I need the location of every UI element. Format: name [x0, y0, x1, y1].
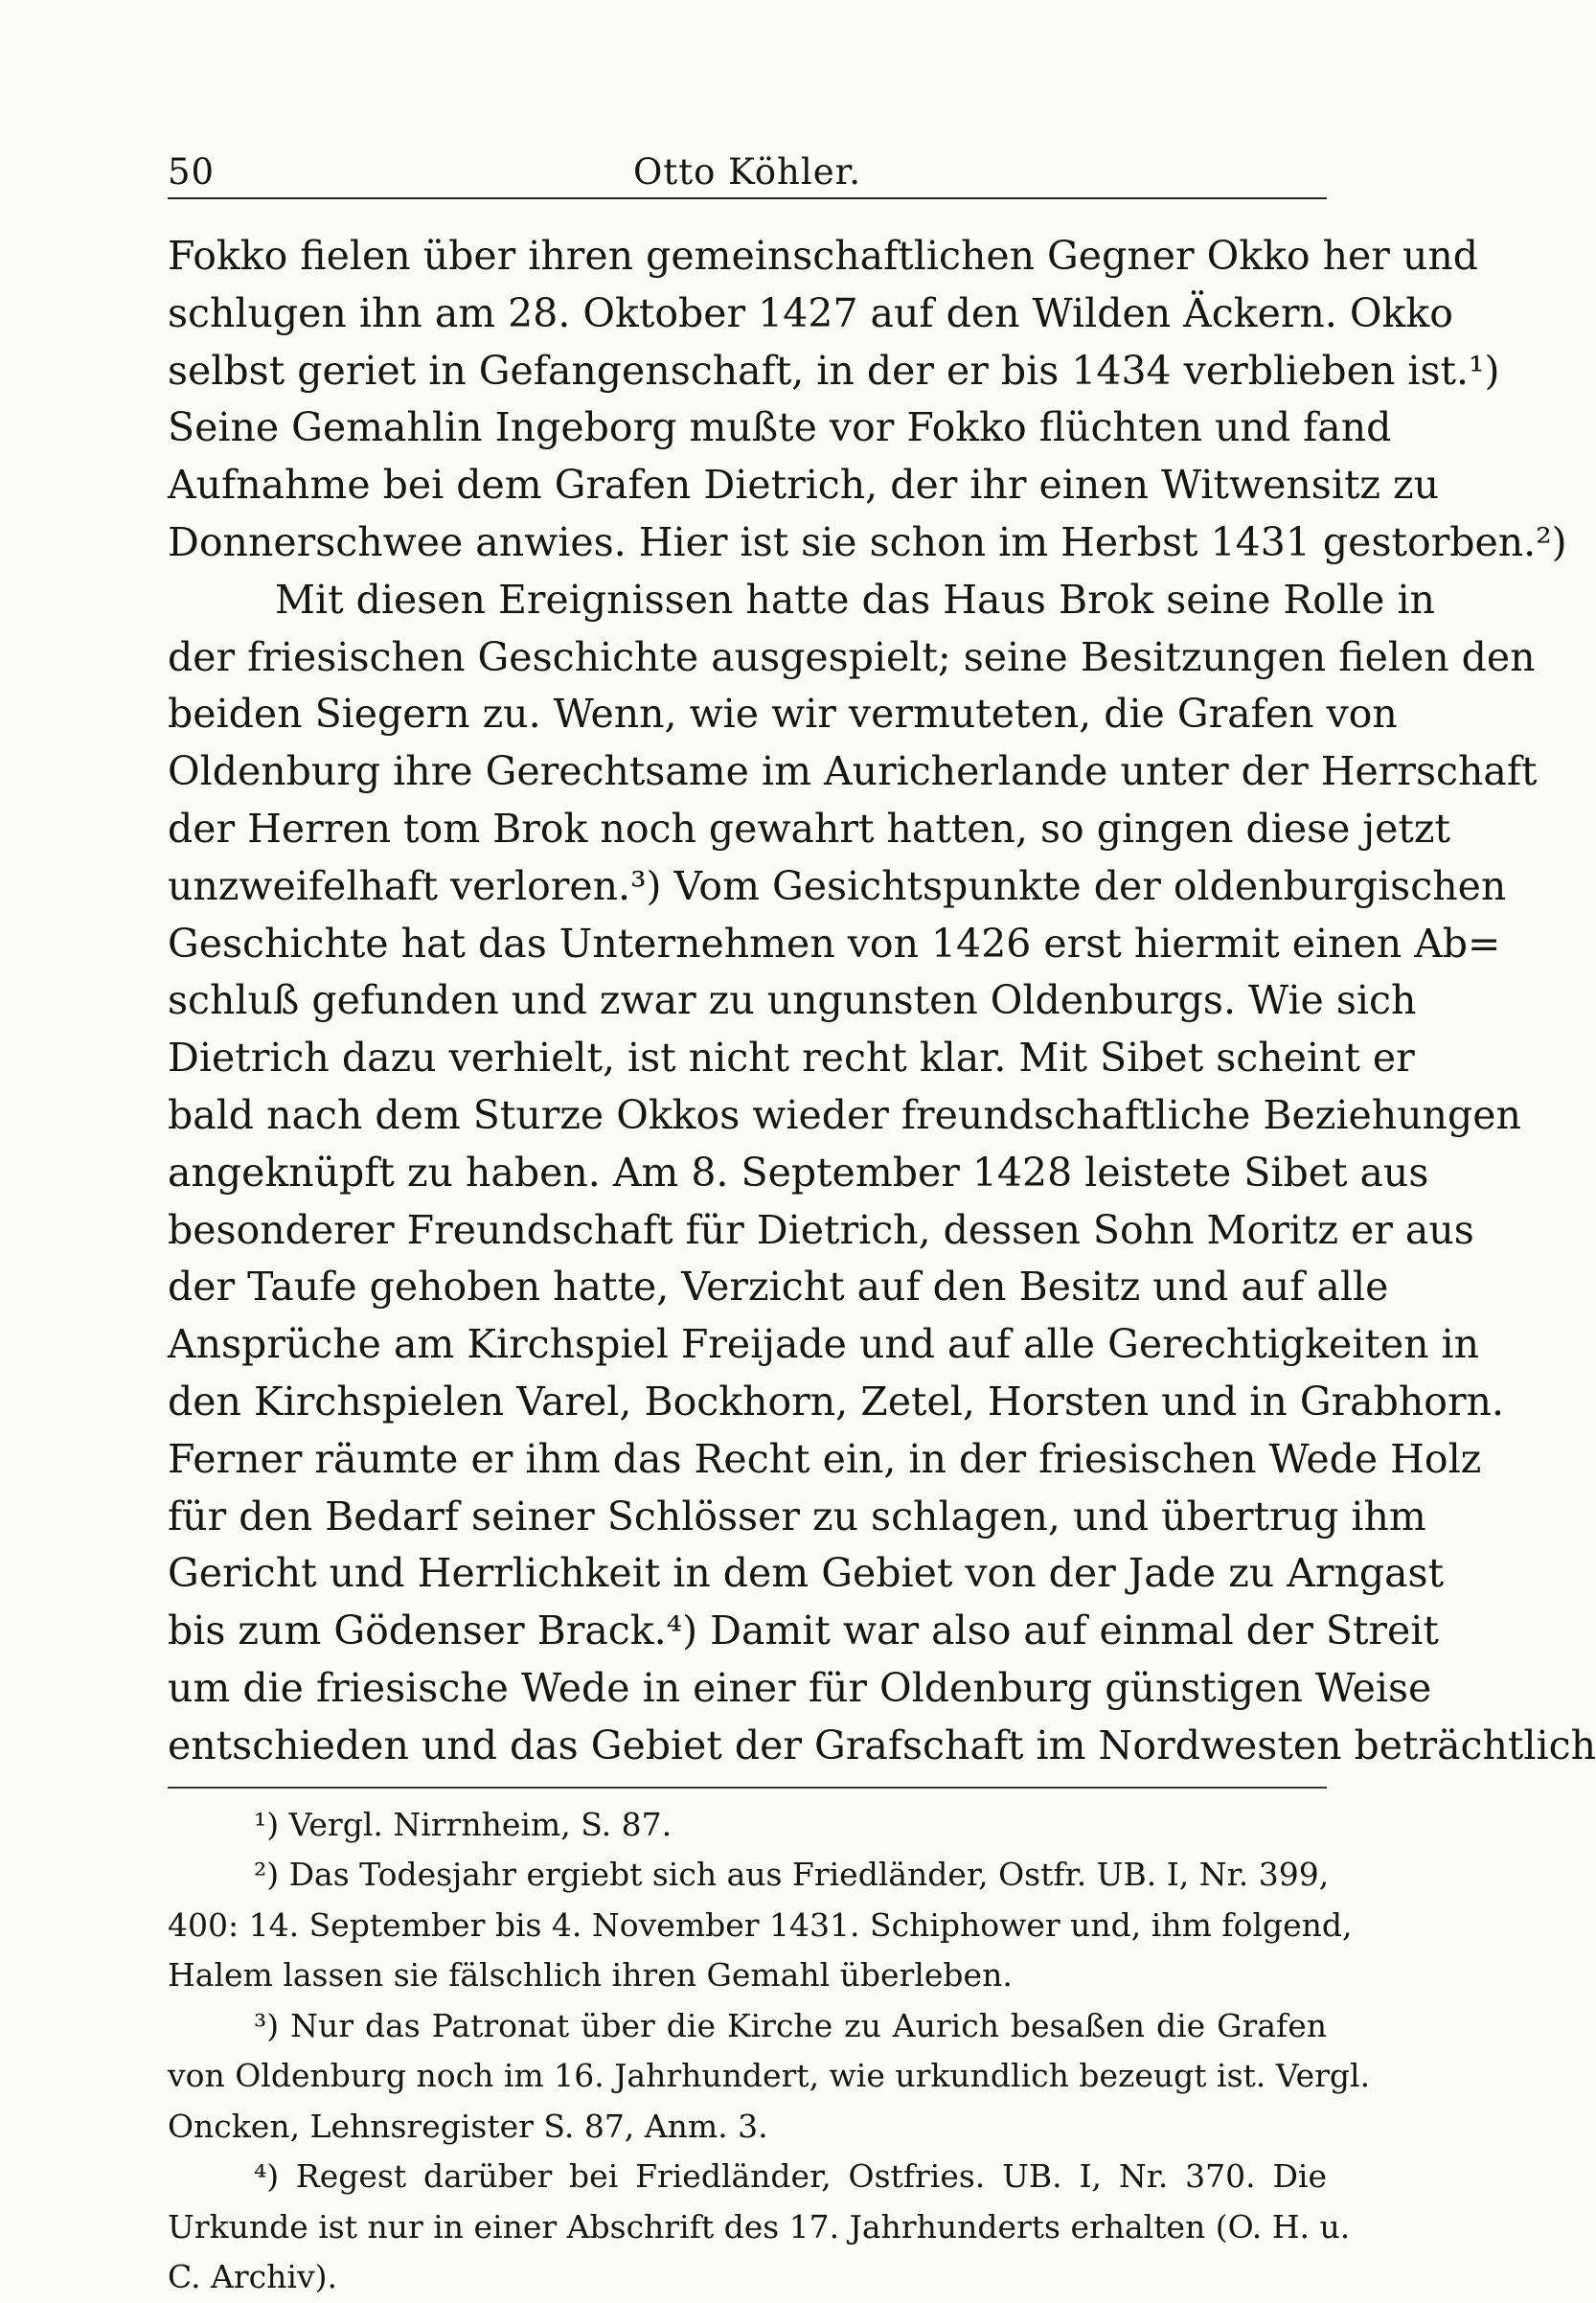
text-line: Ferner räumte er ihm das Recht ein, in der friesischen Wede Holz — [168, 1435, 1482, 1482]
running-head: Otto Köhler. — [633, 151, 861, 193]
text-line: Dietrich dazu verhielt, ist nicht recht klar. Mit Sibet scheint er — [168, 1035, 1415, 1082]
book-page — [168, 144, 1596, 2303]
text-line: der Herren tom Brok noch gewahrt hatten, so gingen diese jetzt — [168, 805, 1450, 852]
text-line: unzweifelhaft verloren.³) Vom Gesichtspunkte der oldenburgischen — [168, 862, 1507, 909]
footnote-divider — [168, 1787, 1327, 1789]
footnotes — [168, 1800, 1371, 2303]
text-line: um die friesische Wede in einer für Oldenburg günstigen Weise — [168, 1664, 1432, 1711]
text-line: selbst geriet in Gefangenschaft, in der er bis 1434 verblieben ist.¹) — [168, 347, 1500, 394]
footnote-line: ⁴) Regest darüber bei Friedländer, Ostfries. UB. I, Nr. 370. Die — [254, 2157, 1327, 2196]
body-text — [168, 228, 1596, 1775]
page-header — [168, 144, 1327, 199]
text-line: bald nach dem Sturze Okkos wieder freundschaftliche Beziehungen — [168, 1091, 1521, 1138]
text-line: Gericht und Herrlichkeit in dem Gebiet von der Jade zu Arngast — [168, 1550, 1445, 1597]
text-line: Geschichte hat das Unternehmen von 1426 erst hiermit einen Ab= — [168, 920, 1501, 967]
footnote-line: Halem lassen sie fälschlich ihren Gemahl überleben. — [168, 1956, 1013, 1995]
text-line: Fokko fielen über ihren gemeinschaftlichen Gegner Okko her und — [168, 233, 1478, 279]
footnote-line: Urkunde ist nur in einer Abschrift des 17. Jahrhunderts erhalten (O. H. u. — [168, 2207, 1351, 2246]
text-line: Seine Gemahlin Ingeborg mußte vor Fokko flüchten und fand — [168, 404, 1392, 451]
text-line: der Taufe gehoben hatte, Verzicht auf den Besitz und auf alle — [168, 1264, 1389, 1311]
text-line: Oldenburg ihre Gerechtsame im Auricherlande unter der Herrschaft — [168, 748, 1538, 795]
text-line: Aufnahme bei dem Grafen Dietrich, der ihr einen Witwensitz zu — [168, 462, 1440, 509]
text-line: für den Bedarf seiner Schlösser zu schlagen, und übertrug ihm — [168, 1493, 1426, 1539]
footnote-line: Oncken, Lehnsregister S. 87, Anm. 3. — [168, 2107, 768, 2145]
text-line: Mit diesen Ereignissen hatte das Haus Brok seine Rolle in — [275, 576, 1435, 623]
footnote-line: ³) Nur das Patronat über die Kirche zu Aurich besaßen die Grafen — [254, 2006, 1327, 2044]
text-line: Ansprüche am Kirchspiel Freijade und auf alle Gerechtigkeiten in — [168, 1321, 1480, 1368]
footnote-line: ²) Das Todesjahr ergiebt sich aus Friedländer, Ostfr. UB. I, Nr. 399, — [254, 1856, 1330, 1894]
text-line: bis zum Gödenser Brack.⁴) Damit war also auf einmal der Streit — [168, 1608, 1439, 1654]
page-number: 50 — [168, 151, 216, 193]
text-line: besonderer Freundschaft für Dietrich, dessen Sohn Moritz er aus — [168, 1206, 1474, 1253]
text-line: angeknüpft zu haben. Am 8. September 1428 leistete Sibet aus — [168, 1149, 1429, 1196]
text-line: schlugen ihn am 28. Oktober 1427 auf den Wilden Äckern. Okko — [168, 289, 1453, 336]
text-line: der friesischen Geschichte ausgespielt; seine Besitzungen fielen den — [168, 633, 1536, 680]
footnote-line: C. Archiv). — [168, 2258, 337, 2296]
text-line: Donnerschwee anwies. Hier ist sie schon im Herbst 1431 gestorben.²) — [168, 518, 1567, 565]
text-line: schluß gefunden und zwar zu ungunsten Oldenburgs. Wie sich — [168, 977, 1417, 1024]
text-line: entschieden und das Gebiet der Grafschaft im Nordwesten beträchtlich — [168, 1722, 1596, 1768]
footnote-line: 400: 14. September bis 4. November 1431. Schiphower und, ihm folgend, — [168, 1905, 1353, 1944]
text-line: beiden Siegern zu. Wenn, wie wir vermuteten, die Grafen von — [168, 691, 1398, 738]
text-line: den Kirchspielen Varel, Bockhorn, Zetel, Horsten und in Grabhorn. — [168, 1378, 1504, 1425]
footnote-line: von Oldenburg noch im 16. Jahrhundert, wie urkundlich bezeugt ist. Vergl. — [168, 2057, 1371, 2095]
footnote-line: ¹) Vergl. Nirrnheim, S. 87. — [254, 1805, 673, 1843]
